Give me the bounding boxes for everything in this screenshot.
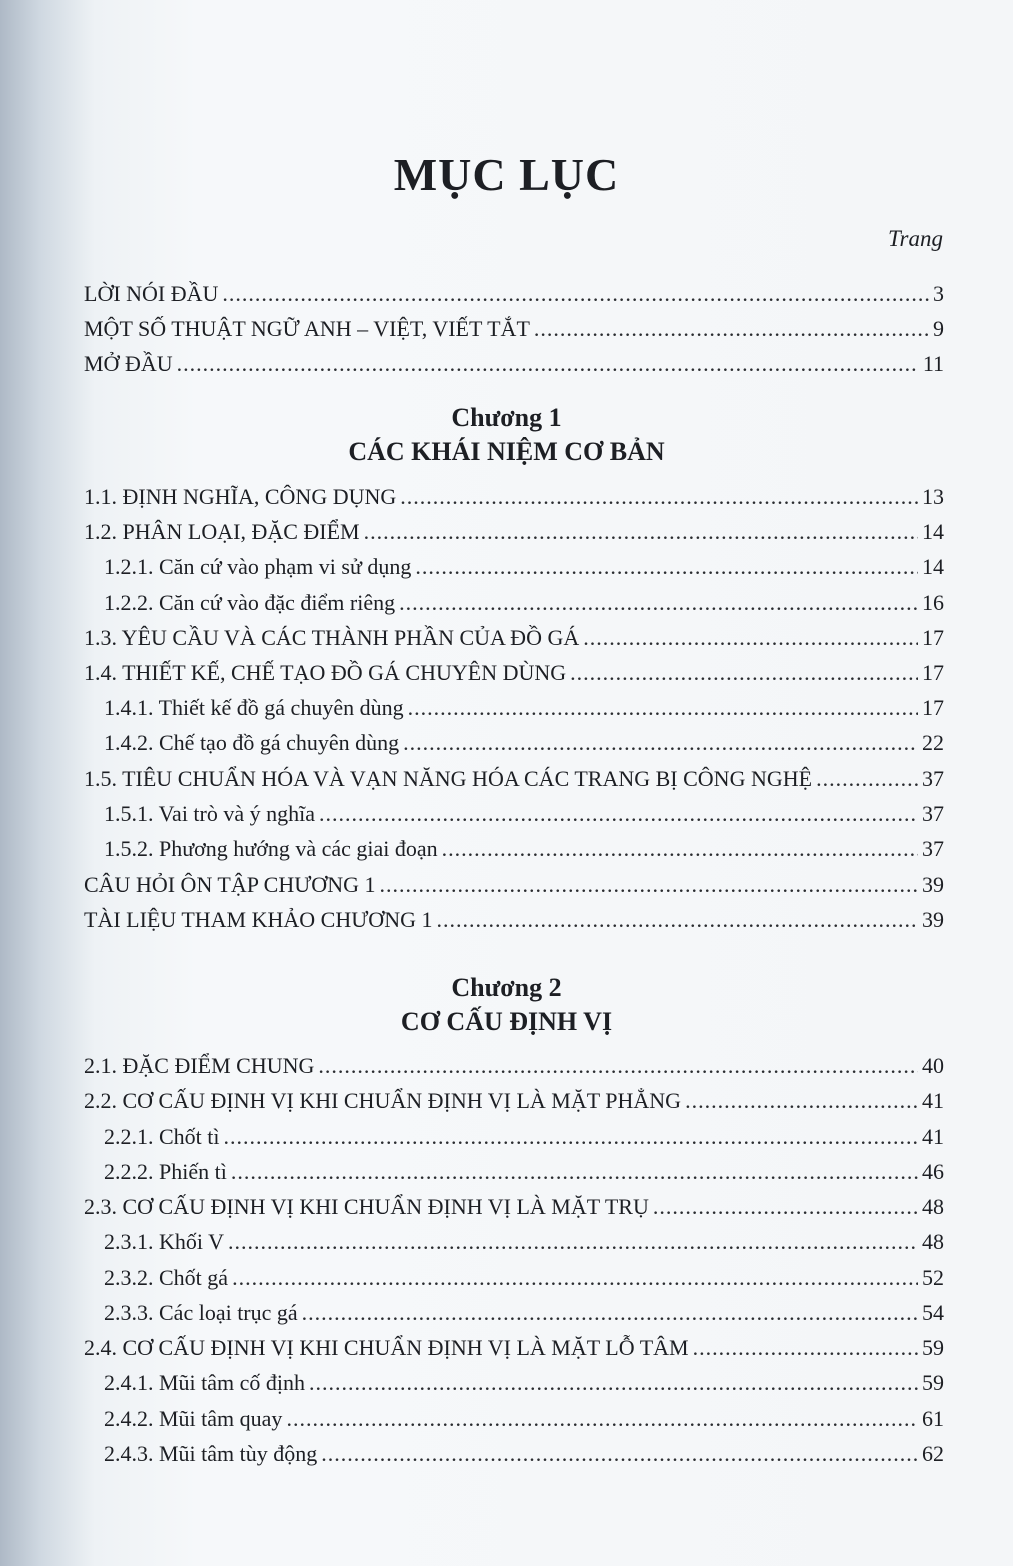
toc-entry	[84, 515, 944, 545]
toc-entry-page: 22	[922, 730, 944, 755]
toc-subentry	[104, 1402, 944, 1432]
toc-entry-page: 3	[933, 281, 944, 306]
dot-leader	[693, 1335, 918, 1361]
chapter-number: Chương 1	[451, 403, 562, 432]
dot-leader	[653, 1194, 918, 1220]
dot-leader	[816, 766, 918, 792]
dot-leader	[286, 1406, 918, 1432]
toc-subentry	[104, 1437, 944, 1467]
toc-entry-page: 13	[922, 484, 944, 509]
toc-entry	[84, 480, 944, 510]
toc-entry-label: 2.2. CƠ CẤU ĐỊNH VỊ KHI CHUẨN ĐỊNH VỊ LÀ MẶT PHẲNG	[84, 1088, 682, 1113]
toc-entry-label: 2.3. CƠ CẤU ĐỊNH VỊ KHI CHUẨN ĐỊNH VỊ LÀ MẶT TRỤ	[84, 1194, 649, 1219]
chapter-number: Chương 2	[451, 973, 562, 1002]
dot-leader	[318, 1053, 918, 1079]
dot-leader	[685, 1088, 918, 1114]
toc-subentry	[104, 1366, 944, 1396]
toc-entry-page: 14	[922, 554, 944, 579]
toc-entry	[84, 656, 944, 686]
dot-leader	[408, 695, 918, 721]
toc-entry-page: 41	[922, 1088, 944, 1113]
toc-entry-page: 37	[922, 836, 944, 861]
dot-leader	[583, 625, 918, 651]
toc-entry-label: 1.1. ĐỊNH NGHĨA, CÔNG DỤNG	[84, 484, 397, 509]
toc-entry-label: LỜI NÓI ĐẦU	[84, 281, 219, 306]
toc-entry-page: 16	[922, 590, 944, 615]
dot-leader	[232, 1265, 918, 1291]
toc-subentry	[104, 726, 944, 756]
toc-subentry	[104, 1261, 944, 1291]
toc-entry-label: MỘT SỐ THUẬT NGỮ ANH – VIỆT, VIẾT TẮT	[84, 316, 530, 341]
toc-entry-label: 2.3.2. Chốt gá	[104, 1265, 229, 1290]
toc-entry-page: 9	[933, 316, 944, 341]
toc-entry-label: 1.2.2. Căn cứ vào đặc điểm riêng	[104, 590, 396, 615]
toc-entry	[84, 868, 944, 898]
toc-subentry	[104, 797, 944, 827]
toc-entry-label: 2.4.2. Mũi tâm quay	[104, 1406, 283, 1431]
toc-entry-page: 37	[922, 801, 944, 826]
dot-leader	[231, 1159, 918, 1185]
toc-entry-label: CÂU HỎI ÔN TẬP CHƯƠNG 1	[84, 872, 376, 897]
dot-leader	[534, 316, 929, 342]
toc-entry-label: 2.4.1. Mũi tâm cố định	[104, 1370, 306, 1395]
toc-entry-page: 48	[922, 1194, 944, 1219]
dot-leader	[302, 1300, 918, 1326]
toc-entry-label: 1.3. YÊU CẦU VÀ CÁC THÀNH PHẦN CỦA ĐỒ GÁ	[84, 625, 580, 650]
toc-entry-label: TÀI LIỆU THAM KHẢO CHƯƠNG 1	[84, 907, 433, 932]
dot-leader	[321, 1441, 918, 1467]
toc-entry-page: 17	[922, 625, 944, 650]
toc-subentry	[104, 550, 944, 580]
toc-entry-label: 2.3.3. Các loại trục gá	[104, 1300, 298, 1325]
dot-leader	[379, 872, 918, 898]
toc-entry	[84, 1190, 944, 1220]
toc-entry-page: 62	[922, 1441, 944, 1466]
toc-entry-page: 17	[922, 695, 944, 720]
dot-leader	[403, 730, 918, 756]
dot-leader	[319, 801, 918, 827]
toc-entry	[84, 1049, 944, 1079]
toc-entry-label: 2.1. ĐẶC ĐIỂM CHUNG	[84, 1053, 315, 1078]
toc-entry-page: 39	[922, 872, 944, 897]
chapter-title: CÁC KHÁI NIỆM CƠ BẢN	[348, 437, 665, 466]
page-column-label: Trang	[888, 226, 943, 251]
toc-entry-label: 1.4.1. Thiết kế đồ gá chuyên dùng	[104, 695, 404, 720]
dot-leader	[309, 1370, 918, 1396]
toc-subentry	[104, 832, 944, 862]
toc-subentry	[104, 1155, 944, 1185]
toc-entry-label: 1.2.1. Căn cứ vào phạm vi sử dụng	[104, 554, 412, 579]
dot-leader	[177, 351, 919, 377]
toc-entry-page: 61	[922, 1406, 944, 1431]
toc-entry-page: 11	[922, 351, 944, 376]
toc-entry-page: 54	[922, 1300, 944, 1325]
toc-entry	[84, 1331, 944, 1361]
toc-entry-page: 59	[922, 1370, 944, 1395]
toc-entry-label: 2.2.1. Chốt tì	[104, 1124, 220, 1149]
toc-entry-page: 59	[922, 1335, 944, 1360]
toc-subentry	[104, 1225, 944, 1255]
toc-entry-label: 1.5.2. Phương hướng và các giai đoạn	[104, 836, 438, 861]
dot-leader	[399, 590, 918, 616]
toc-entry-label: 1.4. THIẾT KẾ, CHẾ TẠO ĐỒ GÁ CHUYÊN DÙNG	[84, 660, 567, 685]
toc-entry-label: 2.3.1. Khối V	[104, 1229, 224, 1254]
toc-entry	[84, 621, 944, 651]
toc-entry-page: 48	[922, 1229, 944, 1254]
dot-leader	[436, 907, 918, 933]
toc-entry-label: 2.2.2. Phiến tì	[104, 1159, 227, 1184]
dot-leader	[222, 281, 929, 307]
toc-entry-page: 39	[922, 907, 944, 932]
toc-entry	[84, 312, 944, 342]
toc-entry-page: 41	[922, 1124, 944, 1149]
toc-entry-label: MỞ ĐẦU	[84, 351, 173, 376]
toc-entry-label: 1.5. TIÊU CHUẨN HÓA VÀ VẠN NĂNG HÓA CÁC TRANG BỊ CÔNG NGHỆ	[84, 766, 813, 791]
toc-entry	[84, 1084, 944, 1114]
toc-entry	[84, 762, 944, 792]
toc-subentry	[104, 1120, 944, 1150]
toc-subentry	[104, 586, 944, 616]
chapter-title: CƠ CẤU ĐỊNH VỊ	[400, 1007, 613, 1036]
toc-entry	[84, 903, 944, 933]
dot-leader	[224, 1124, 918, 1150]
dot-leader	[400, 484, 918, 510]
toc-entry-label: 1.4.2. Chế tạo đồ gá chuyên dùng	[104, 730, 400, 755]
dot-leader	[570, 660, 918, 686]
dot-leader	[415, 554, 918, 580]
toc-entry-page: 40	[922, 1053, 944, 1078]
dot-leader	[364, 519, 918, 545]
toc-entry-page: 37	[922, 766, 944, 791]
toc-entry-label: 1.5.1. Vai trò và ý nghĩa	[104, 801, 316, 826]
dot-leader	[442, 836, 918, 862]
toc-entry	[84, 347, 944, 377]
toc-entry-page: 17	[922, 660, 944, 685]
toc-subentry	[104, 691, 944, 721]
toc-entry-page: 46	[922, 1159, 944, 1184]
toc-entry	[84, 277, 944, 307]
toc-entry-page: 52	[922, 1265, 944, 1290]
toc-entry-label: 1.2. PHÂN LOẠI, ĐẶC ĐIỂM	[84, 519, 360, 544]
page-title: MỤC LỤC	[393, 149, 620, 200]
toc-entry-page: 14	[922, 519, 944, 544]
toc-entry-label: 2.4.3. Mũi tâm tùy động	[104, 1441, 318, 1466]
dot-leader	[228, 1229, 918, 1255]
toc-entry-label: 2.4. CƠ CẤU ĐỊNH VỊ KHI CHUẨN ĐỊNH VỊ LÀ MẶT LỖ TÂM	[84, 1335, 689, 1360]
toc-subentry	[104, 1296, 944, 1326]
